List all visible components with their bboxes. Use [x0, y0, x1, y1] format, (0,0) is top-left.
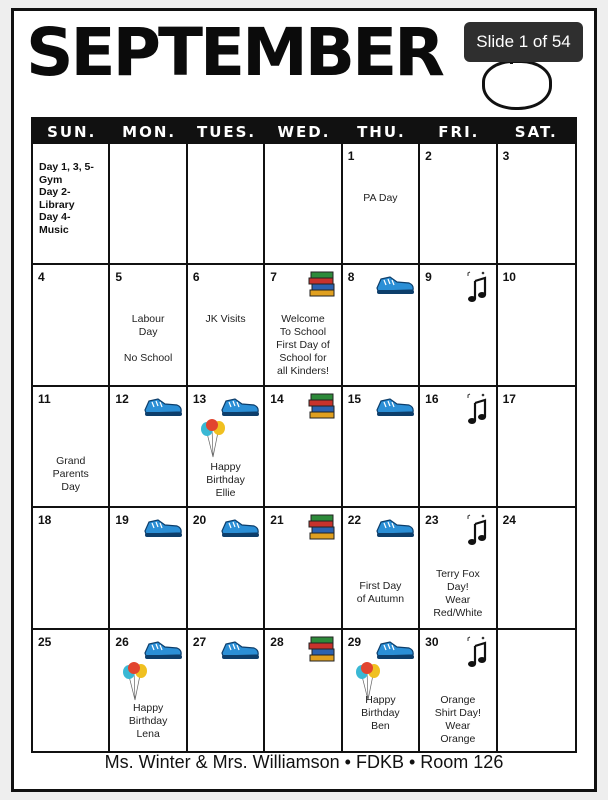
day-event: Happy Birthday Lena [128, 701, 168, 740]
day-cell [420, 387, 497, 508]
day-cell [420, 144, 497, 265]
music-note-icon [466, 271, 488, 305]
day-cell [343, 508, 420, 629]
day-number: 26 [115, 634, 129, 649]
books-icon [308, 513, 336, 541]
day-cell [110, 144, 187, 265]
day-number: 10 [502, 270, 516, 285]
weekday-sat: SAT. [514, 122, 558, 141]
day-cell [265, 265, 342, 386]
day-event: Grand Parents Day [52, 454, 89, 493]
apple-icon [482, 60, 552, 110]
day-cells [33, 144, 575, 751]
sneakers-icon [375, 513, 415, 539]
sneakers-icon [375, 270, 415, 296]
day-number: 6 [192, 270, 200, 285]
day-number: 30 [425, 634, 439, 649]
sneakers-icon [143, 635, 183, 661]
day-number: 15 [347, 391, 362, 406]
day-number: 28 [270, 634, 284, 649]
day-cell [420, 265, 497, 386]
books-icon [308, 270, 336, 298]
day-number: 7 [270, 270, 277, 285]
day-cell [188, 387, 265, 508]
sneakers-icon [375, 635, 415, 661]
day-number: 12 [115, 391, 129, 406]
day-cell [498, 508, 575, 629]
day-number: 8 [347, 270, 355, 285]
day-cell [265, 387, 342, 508]
day-number: 24 [502, 513, 516, 528]
special-rotation-note: Day 1, 3, 5- Gym Day 2- Library Day 4- Music [39, 161, 94, 236]
day-number: 11 [38, 391, 51, 406]
day-cell [110, 630, 187, 751]
balloons-icon [199, 419, 227, 459]
weekday-fri: FRI. [438, 122, 480, 141]
day-number: 20 [192, 513, 207, 528]
day-number: 18 [38, 513, 52, 528]
day-number: 25 [38, 634, 52, 649]
day-number: 13 [192, 391, 207, 406]
day-cell [498, 265, 575, 386]
weekday-sun: SUN. [47, 122, 97, 141]
books-icon [308, 635, 336, 663]
day-cell [33, 265, 110, 386]
day-number: 4 [38, 270, 45, 285]
balloons-icon [121, 662, 149, 702]
day-cell [265, 144, 342, 265]
day-number: 1 [347, 149, 355, 163]
slide-indicator: Slide 1 of 54 [464, 22, 583, 62]
day-event: Welcome To School First Day of School for all Kinders! [276, 313, 330, 378]
day-cell [498, 144, 575, 265]
day-event: Orange Shirt Day! Wear Orange [434, 693, 481, 745]
day-event: PA Day [363, 192, 398, 204]
day-cell [33, 387, 110, 508]
footer-teachers-room: Ms. Winter & Mrs. Williamson • FDKB • Room 126 [104, 752, 504, 772]
day-number: 16 [425, 391, 439, 406]
sneakers-icon [143, 513, 183, 539]
day-number: 27 [192, 634, 207, 649]
month-title: SEPTEMBER [26, 14, 442, 91]
day-cell [265, 630, 342, 751]
day-cell [343, 265, 420, 386]
day-cell [188, 144, 265, 265]
weekday-mon: MON. [122, 122, 177, 141]
day-number: 21 [270, 513, 284, 528]
day-cell [343, 144, 420, 265]
day-cell [33, 508, 110, 629]
sneakers-icon [220, 392, 260, 418]
day-cell [188, 265, 265, 386]
day-event: Labour Day No School [123, 313, 173, 365]
books-icon [308, 392, 336, 420]
day-cell [265, 508, 342, 629]
sneakers-icon [375, 392, 415, 418]
day-cell [498, 387, 575, 508]
day-cell [188, 508, 265, 629]
day-cell [420, 630, 497, 751]
weekday-thu: THU. [357, 122, 406, 141]
day-event: Terry Fox Day! Wear Red/White [433, 568, 483, 620]
day-cell [110, 508, 187, 629]
day-number: 22 [347, 513, 362, 528]
music-note-icon [466, 514, 488, 548]
day-event: Happy Birthday Ellie [206, 460, 245, 499]
day-cell [33, 630, 110, 751]
weekday-tue: TUES. [196, 122, 257, 141]
day-number: 19 [115, 513, 129, 528]
day-cell [420, 508, 497, 629]
day-cell [188, 630, 265, 751]
sneakers-icon [143, 392, 183, 418]
day-number: 3 [502, 149, 510, 163]
day-number: 23 [425, 513, 439, 528]
day-number: 29 [347, 634, 362, 649]
day-event: Happy Birthday Ben [361, 693, 400, 732]
calendar-grid [31, 117, 577, 753]
day-cell [110, 265, 187, 386]
day-cell [343, 630, 420, 751]
day-event: First Day of Autumn [356, 580, 405, 606]
day-cell [498, 630, 575, 751]
day-number: 5 [115, 270, 123, 285]
music-note-icon [466, 393, 488, 427]
day-cell [33, 144, 110, 265]
day-number: 17 [502, 391, 516, 406]
sneakers-icon [220, 635, 260, 661]
day-number: 14 [270, 391, 284, 406]
day-number: 2 [425, 149, 432, 163]
day-cell [110, 387, 187, 508]
music-note-icon [466, 636, 488, 670]
weekday-wed: WED. [277, 122, 331, 141]
day-cell [343, 387, 420, 508]
sneakers-icon [220, 513, 260, 539]
day-event: JK Visits [205, 313, 246, 326]
day-number: 9 [425, 270, 432, 285]
weekday-header [33, 119, 575, 144]
